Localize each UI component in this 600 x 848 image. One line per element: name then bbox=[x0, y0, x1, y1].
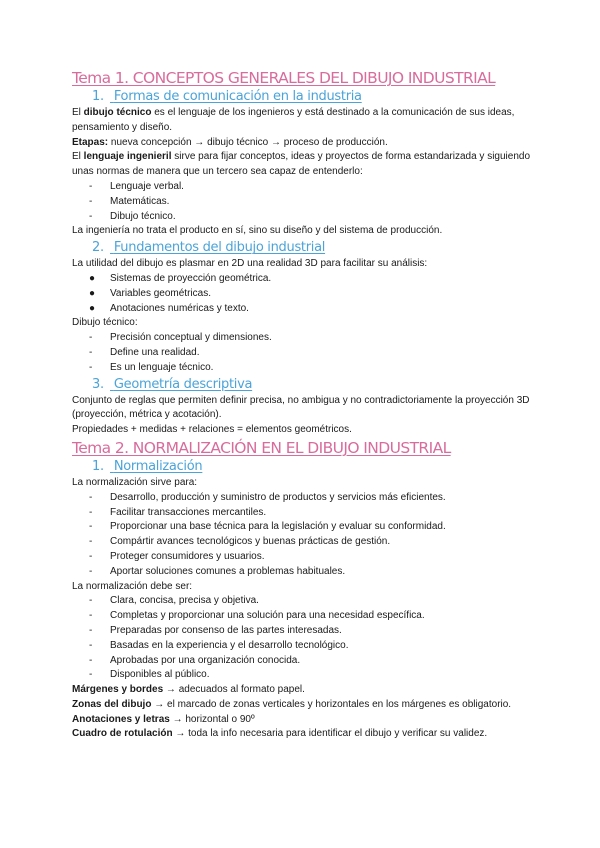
dash-marker: - bbox=[89, 610, 93, 622]
bullet-list bbox=[72, 272, 540, 316]
section-title-text: Fundamentos del dibujo industrial bbox=[113, 240, 326, 256]
list-item bbox=[72, 624, 540, 639]
dash-marker: - bbox=[89, 669, 93, 681]
list-item-text: Define una realidad. bbox=[110, 346, 200, 358]
section-title-text: Normalización bbox=[113, 458, 203, 474]
list-item bbox=[72, 331, 540, 346]
bold-term: Etapas: bbox=[72, 136, 109, 148]
section-title-text: Formas de comunicación en la industria bbox=[113, 89, 362, 104]
list-item-text: Matemáticas. bbox=[110, 195, 170, 207]
list-item-text: Preparadas por consenso de las partes interesadas. bbox=[110, 624, 342, 636]
list-item bbox=[72, 361, 540, 376]
dash-marker: - bbox=[89, 332, 93, 344]
list-item bbox=[72, 535, 540, 550]
dash-marker: - bbox=[89, 521, 93, 533]
list-item-text: Variables geométricas. bbox=[110, 287, 211, 299]
dash-marker: - bbox=[89, 491, 93, 503]
document-body bbox=[72, 68, 540, 742]
paragraph-etapas bbox=[72, 136, 540, 151]
list-item bbox=[72, 594, 540, 609]
bullet-marker: ● bbox=[89, 272, 96, 284]
list-item-text: Proteger consumidores y usuarios. bbox=[110, 550, 265, 562]
dash-marker: - bbox=[89, 346, 93, 358]
dash-marker: - bbox=[89, 654, 93, 666]
list-item bbox=[72, 639, 540, 654]
section-number: 1. bbox=[92, 89, 104, 104]
list-item-text: Sistemas de proyección geométrica. bbox=[110, 272, 272, 284]
list-item bbox=[72, 287, 540, 302]
section-title-text: Geometría descriptiva bbox=[113, 376, 253, 392]
tema2-section1-title bbox=[92, 458, 540, 476]
list-item-text: Clara, concisa, precisa y objetiva. bbox=[110, 595, 259, 607]
dash-list bbox=[72, 594, 540, 683]
dash-marker: - bbox=[89, 624, 93, 636]
bullet-marker: ● bbox=[89, 287, 96, 299]
list-item bbox=[72, 210, 540, 225]
dash-list bbox=[72, 491, 540, 580]
paragraph-cuadro bbox=[72, 727, 540, 742]
list-item-text: Proporcionar una base técnica para la legislación y evaluar su conformidad. bbox=[110, 521, 446, 533]
dash-marker: - bbox=[89, 361, 93, 373]
list-item-text: Desarrollo, producción y suministro de productos y servicios más eficientes. bbox=[110, 491, 446, 503]
tema1-section1-title bbox=[92, 88, 540, 106]
text: sirve para fijar conceptos, ideas y proyectos de forma estandarizada y siguiendo unas normas de manera que un tercero sea capaz de entenderlo: bbox=[72, 151, 531, 178]
section-number: 1. bbox=[92, 458, 104, 474]
bold-term: Zonas del dibujo bbox=[72, 698, 152, 710]
list-item-text: Aportar soluciones comunes a problemas habituales. bbox=[110, 565, 346, 577]
list-item-text: Facilitar transacciones mercantiles. bbox=[110, 506, 267, 518]
bullet-marker: ● bbox=[89, 302, 96, 314]
paragraph-dibujo-tecnico-label: Dibujo técnico: bbox=[72, 317, 138, 329]
section-number: 2. bbox=[92, 240, 104, 256]
list-item-text: Es un lenguaje técnico. bbox=[110, 361, 214, 373]
text: es el lenguaje de los ingenieros y está destinado a la comunicación de sus ideas, pensamiento y diseño. bbox=[72, 107, 515, 133]
text: nueva concepción → dibujo técnico → proceso de producción. bbox=[108, 136, 388, 148]
text: → el marcado de zonas verticales y horizontales en los márgenes es obligatorio. bbox=[151, 698, 512, 710]
paragraph-propiedades: Propiedades + medidas + relaciones = elementos geométricos. bbox=[72, 424, 352, 436]
list-item-text: Basadas en la experiencia y el desarrollo tecnológico. bbox=[110, 639, 349, 651]
dash-marker: - bbox=[89, 639, 93, 651]
paragraph-ingenieria: La ingeniería no trata el producto en sí, sino su diseño y del sistema de producción. bbox=[72, 225, 443, 237]
dash-list bbox=[72, 331, 540, 375]
list-item-text: Disponibles al público. bbox=[110, 669, 210, 681]
dash-marker: - bbox=[89, 506, 93, 518]
paragraph-normalizacion-sirve: La normalización sirve para: bbox=[72, 476, 198, 488]
list-item bbox=[72, 506, 540, 521]
list-item bbox=[72, 609, 540, 624]
bold-term: dibujo técnico bbox=[83, 107, 152, 118]
paragraph-utilidad: La utilidad del dibujo es plasmar en 2D una realidad 3D para facilitar su análisis: bbox=[72, 258, 428, 270]
list-item bbox=[72, 272, 540, 287]
list-item-text: Compártir avances tecnológicos y buenas prácticas de gestión. bbox=[110, 536, 391, 548]
list-item-text: Completas y proporcionar una solución para una necesidad específica. bbox=[110, 610, 425, 622]
list-item-text: Precisión conceptual y dimensiones. bbox=[110, 332, 272, 344]
list-item bbox=[72, 654, 540, 669]
text: → horizontal o 90º bbox=[169, 713, 255, 725]
tema1-title: Tema 1. CONCEPTOS GENERALES DEL DIBUJO INDUSTRIAL bbox=[72, 69, 496, 87]
bold-term: lenguaje ingenieril bbox=[83, 151, 172, 163]
list-item bbox=[72, 668, 540, 683]
bold-term: Cuadro de rotulación bbox=[72, 728, 173, 740]
bold-term: Márgenes y bordes bbox=[72, 684, 164, 696]
list-item bbox=[72, 195, 540, 210]
list-item bbox=[72, 565, 540, 580]
paragraph-anotaciones bbox=[72, 713, 540, 728]
list-item-text: Lenguaje verbal. bbox=[110, 180, 184, 192]
text: El bbox=[72, 107, 84, 118]
dash-marker: - bbox=[89, 210, 93, 222]
paragraph-lenguaje-ingenieril bbox=[72, 150, 540, 180]
paragraph-dibujo-tecnico bbox=[72, 106, 540, 136]
list-item bbox=[72, 491, 540, 506]
list-item-text: Aprobadas por una organización conocida. bbox=[110, 654, 301, 666]
section-number: 3. bbox=[92, 376, 104, 392]
text: → adecuados al formato papel. bbox=[163, 684, 305, 696]
dash-marker: - bbox=[89, 180, 93, 192]
dash-marker: - bbox=[89, 536, 93, 548]
list-item bbox=[72, 302, 540, 317]
paragraph-geometria: Conjunto de reglas que permiten definir precisa, no ambigua y no contradictoriamente la proyección 3D (proyección, métrica y acotación). bbox=[72, 394, 530, 421]
list-item bbox=[72, 346, 540, 361]
list-item-text: Anotaciones numéricas y texto. bbox=[110, 302, 249, 314]
paragraph-zonas bbox=[72, 698, 540, 713]
list-item bbox=[72, 550, 540, 565]
paragraph-normalizacion-debe: La normalización debe ser: bbox=[72, 580, 193, 592]
text: → toda la info necesaria para identificar el dibujo y verificar su validez. bbox=[172, 728, 488, 740]
list-item bbox=[72, 180, 540, 195]
list-item bbox=[72, 520, 540, 535]
dash-marker: - bbox=[89, 195, 93, 207]
text: El bbox=[72, 151, 84, 163]
bold-term: Anotaciones y letras bbox=[72, 713, 170, 725]
dash-marker: - bbox=[89, 550, 93, 562]
tema2-title: Tema 2. NORMALIZACIÓN EN EL DIBUJO INDUSTRIAL bbox=[72, 438, 451, 457]
dash-marker: - bbox=[89, 565, 93, 577]
dash-marker: - bbox=[89, 595, 93, 607]
paragraph-margenes bbox=[72, 683, 540, 698]
tema1-section2-title bbox=[92, 239, 540, 257]
dash-list bbox=[72, 180, 540, 224]
tema1-section3-title bbox=[92, 376, 540, 394]
list-item-text: Dibujo técnico. bbox=[110, 210, 176, 222]
